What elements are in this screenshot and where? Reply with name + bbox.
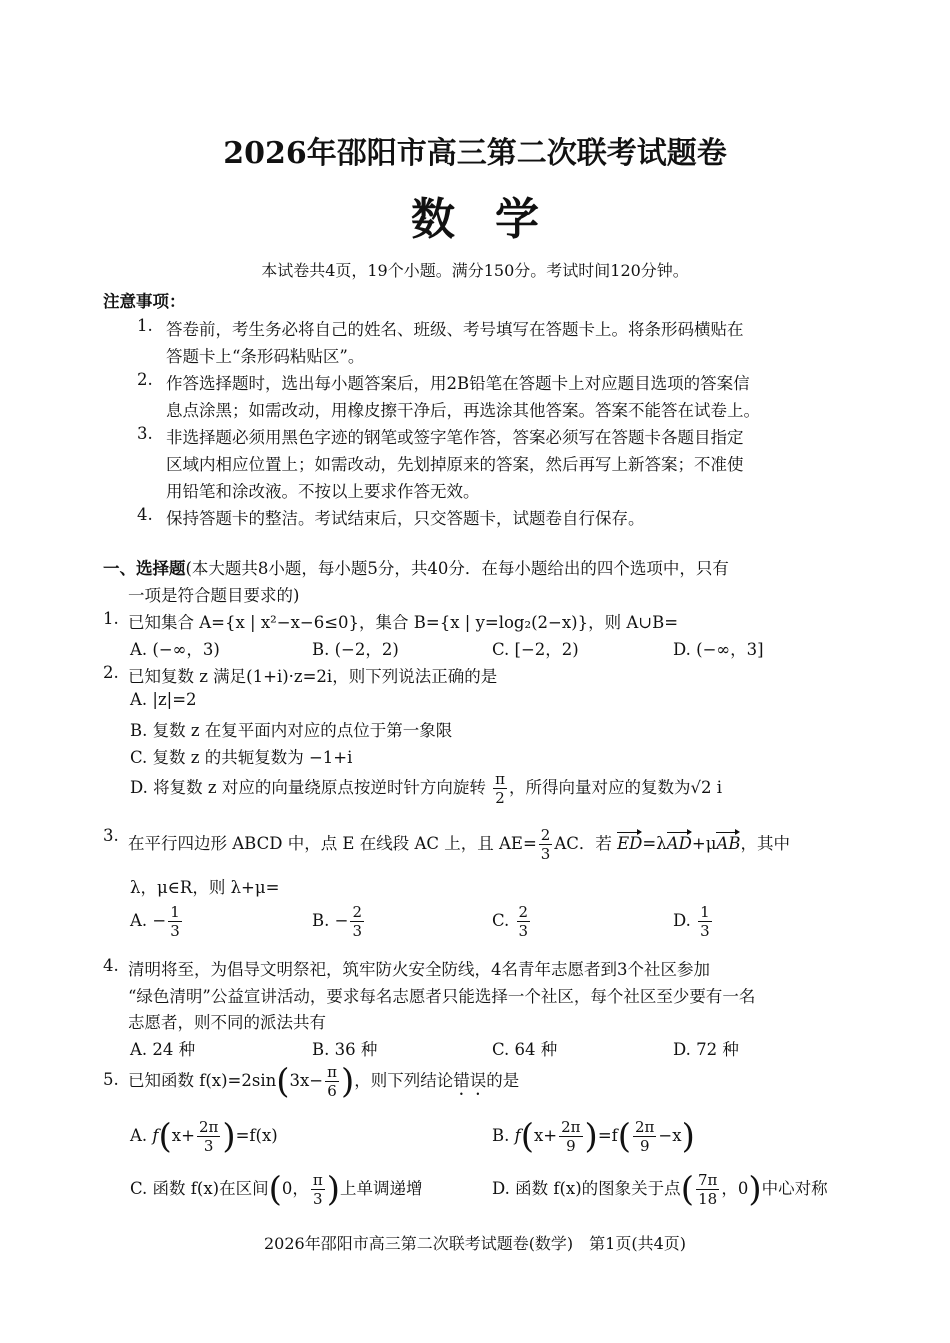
option-post: −x (658, 1126, 682, 1145)
fraction-denominator: 6 (327, 1082, 337, 1100)
q2-option-d-pre: D. 将复数 z 对应的向量绕原点按逆时针方向旋转 (130, 778, 486, 797)
q1-option-c: C. [−2，2) (492, 640, 579, 659)
option-inner: x+ (171, 1126, 195, 1145)
q3-option-b (312, 903, 366, 940)
q4-num: 4. (103, 956, 119, 975)
q4-option-b: B. 36 种 (312, 1040, 378, 1059)
option-post: 中心对称 (761, 1179, 828, 1198)
q4-option-a: A. 24 种 (130, 1040, 196, 1059)
page-footer: 2026年邵阳市高三第二次联考试题卷(数学) 第1页(共4页) (263, 1234, 687, 1253)
fraction-denominator: 3 (518, 922, 529, 940)
option-fraction (698, 903, 712, 940)
q4-option-d: D. 72 种 (673, 1040, 739, 1059)
q3-plus: +μ (691, 834, 717, 853)
q4-line-2: “绿色清明”公益宣讲活动，要求每名志愿者只能选择一个社区，每个社区至少要有一名 (128, 987, 756, 1006)
q4-line-3: 志愿者，则不同的派法共有 (128, 1013, 326, 1032)
notice-heading: 注意事项： (103, 292, 186, 311)
fraction-numerator: 1 (170, 903, 180, 921)
fraction-denominator: 3 (700, 922, 710, 940)
q2-text: 已知复数 z 满足(1+i)·z=2i，则下列说法正确的是 (128, 667, 498, 686)
option-label: C. (130, 1179, 148, 1198)
exam-title: 2026年邵阳市高三第二次联考试题卷 (223, 136, 727, 171)
option-pre: 函数 f(x)在区间 (152, 1179, 269, 1198)
q2-option-c: C. 复数 z 的共轭复数为 −1+i (130, 748, 353, 767)
q1-option-a: A. (−∞，3) (130, 640, 220, 659)
option-post: 上单调递增 (339, 1179, 423, 1198)
option-fraction (311, 1171, 325, 1208)
option-fraction (168, 903, 182, 940)
q3-option-c (492, 903, 532, 940)
fraction-denominator: 3 (203, 1137, 214, 1155)
option-func: f (152, 1126, 159, 1145)
fraction-denominator: 3 (170, 922, 180, 940)
fraction-numerator: π (495, 770, 505, 788)
q2-num: 2. (103, 663, 119, 682)
fraction-denominator: 3 (313, 1190, 323, 1208)
notice-2-line-2: 息点涂黑；如需改动，用橡皮擦干净后，再选涂其他答案。答案不能答在试卷上。 (166, 401, 760, 420)
fraction-numerator: 7π (697, 1171, 718, 1189)
q1-option-d: D. (−∞，3] (673, 640, 764, 659)
q5-pre: 已知函数 f(x)=2sin (128, 1071, 277, 1090)
option-fraction (696, 1171, 719, 1208)
fraction-numerator: π (327, 1063, 337, 1081)
option-label: D. (673, 911, 691, 930)
q3-post: ，其中 (740, 834, 790, 853)
q1-option-b: B. (−2，2) (312, 640, 399, 659)
q2-option-b: B. 复数 z 在复平面内对应的点位于第一象限 (130, 721, 453, 740)
option-mid: =f (597, 1126, 618, 1145)
fraction-numerator: 2 (518, 903, 529, 921)
q5-option-c: C. 函数 f(x)在区间(0， $\frac{\pi}{3}$ )上单调递增 (130, 1169, 423, 1210)
option-inner: ，0 (721, 1179, 749, 1198)
option-inner: x+ (534, 1126, 558, 1145)
fraction-denominator: 2 (495, 789, 505, 807)
notice-4-line-1: 保持答题卡的整洁。考试结束后，只交答题卡，试题卷自行保存。 (166, 509, 645, 528)
option-inner: 0， (281, 1179, 309, 1198)
option-fraction (517, 903, 531, 940)
exam-info: 本试卷共4页，19个小题。满分150分。考试时间120分钟。 (261, 261, 689, 280)
notice-num-3: 3. (137, 424, 153, 443)
notice-3-line-3: 用铅笔和涂改液。不按以上要求作答无效。 (166, 482, 480, 501)
option-label: A. (130, 911, 148, 930)
section-heading-line-1 (103, 555, 729, 579)
q2-option-a: A. |z|=2 (130, 690, 197, 709)
option-fraction (350, 903, 364, 940)
q4-line-1: 清明将至，为倡导文明祭祀，筑牢防火安全防线，4名青年志愿者到3个社区参加 (128, 960, 710, 979)
vector-ad: AD (666, 834, 692, 853)
q3-line-2: λ，μ∈R，则 λ+μ= (130, 878, 280, 897)
fraction-denominator: 3 (352, 922, 362, 940)
fraction-numerator: 1 (700, 903, 710, 921)
option-label: B. (312, 911, 330, 930)
q3-mid: AC．若 (554, 834, 612, 853)
q5-option-b: B. f(x+ $\frac{2\pi}{9}$ )=f( $\frac{2\pi}{9}$ −x) (492, 1116, 695, 1157)
q2-option-d-fraction (493, 770, 507, 807)
option-label: A. (130, 1126, 148, 1145)
option-fraction (197, 1118, 220, 1155)
notice-3-line-1: 非选择题必须用黑色字迹的钢笔或签字笔作答，答案必须写在答题卡各题目指定 (166, 428, 744, 447)
option-pre: 函数 f(x)的图象关于点 (515, 1179, 681, 1198)
q1-num: 1. (103, 609, 119, 628)
q5-text: 已知函数 f(x)=2sin(3x− $\frac{\pi}{6}$ )，则下列结论错误的是 (128, 1061, 520, 1102)
fraction-numerator: 2π (635, 1118, 655, 1136)
q5-inner: 3x− (289, 1071, 324, 1090)
q5-post-a: ，则下列结论 (354, 1071, 454, 1090)
option-func: f (514, 1126, 521, 1145)
option-sign: − (152, 911, 167, 930)
q3-pre: 在平行四边形 ABCD 中，点 E 在线段 AC 上，且 AE= (128, 834, 537, 853)
q5-option-a: A. f(x+ $\frac{2\pi}{3}$ )=f(x) (130, 1116, 278, 1157)
q3-num: 3. (103, 826, 119, 845)
option-sign: − (334, 911, 349, 930)
fraction-denominator: 9 (639, 1137, 650, 1155)
q3-eq: =λ (642, 834, 667, 853)
q2-option-d-post: ，所得向量对应的复数为√2 i (508, 778, 722, 797)
notice-num-2: 2. (137, 370, 153, 389)
q5-fraction (325, 1063, 339, 1100)
fraction-denominator: 3 (540, 845, 551, 863)
option-label: D. (492, 1179, 510, 1198)
q5-option-d: D. 函数 f(x)的图象关于点( $\frac{7\pi}{18}$ ，0)中心对称 (492, 1169, 828, 1210)
vector-ed: ED (617, 834, 643, 853)
option-fraction (559, 1118, 582, 1155)
q1-text: 已知集合 A={x | x²−x−6≤0}，集合 B={x | y=log₂(2−x)}，则 A∪B= (128, 613, 679, 632)
subject-title: 数学 (411, 194, 579, 245)
notice-num-1: 1. (137, 316, 153, 335)
fraction-numerator: π (312, 1171, 323, 1189)
notice-num-4: 4. (137, 505, 153, 524)
option-fraction-2 (633, 1118, 656, 1155)
section-heading: 一、选择题 (103, 559, 186, 578)
fraction-numerator: 2π (561, 1118, 581, 1136)
option-label: C. (492, 911, 510, 930)
q3-option-a (130, 903, 184, 940)
option-label: B. (492, 1126, 510, 1145)
q4-option-c: C. 64 种 (492, 1040, 558, 1059)
q3-option-d (673, 903, 714, 940)
notice-2-line-1: 作答选择题时，选出每小题答案后，用2B铅笔在答题卡上对应题目选项的答案信 (166, 374, 750, 393)
notice-1-line-2: 答题卡上“条形码粘贴区”。 (166, 347, 365, 366)
q5-emphasis: 错误 (453, 1071, 487, 1090)
vector-ab: AB (716, 834, 741, 853)
section-desc-1: (本大题共8小题，每小题5分，共40分．在每小题给出的四个选项中，只有 (185, 559, 729, 578)
section-desc-2: 一项是符合题目要求的) (128, 586, 300, 605)
fraction-denominator: 18 (698, 1190, 718, 1208)
fraction-numerator: 2 (352, 903, 362, 921)
fraction-denominator: 9 (566, 1137, 576, 1155)
fraction-numerator: 2 (540, 826, 551, 844)
q5-num: 5. (103, 1070, 119, 1089)
q3-fraction (539, 826, 553, 863)
q3-text (128, 826, 790, 863)
fraction-numerator: 2π (198, 1118, 219, 1136)
notice-1-line-1: 答卷前，考生务必将自己的姓名、班级、考号填写在答题卡上。将条形码横贴在 (166, 320, 744, 339)
q2-option-d (130, 770, 722, 807)
notice-3-line-2: 区域内相应位置上；如需改动，先划掉原来的答案，然后再写上新答案；不准使 (166, 455, 744, 474)
q5-post-b: 的是 (486, 1071, 520, 1090)
option-post: =f(x) (235, 1126, 278, 1145)
